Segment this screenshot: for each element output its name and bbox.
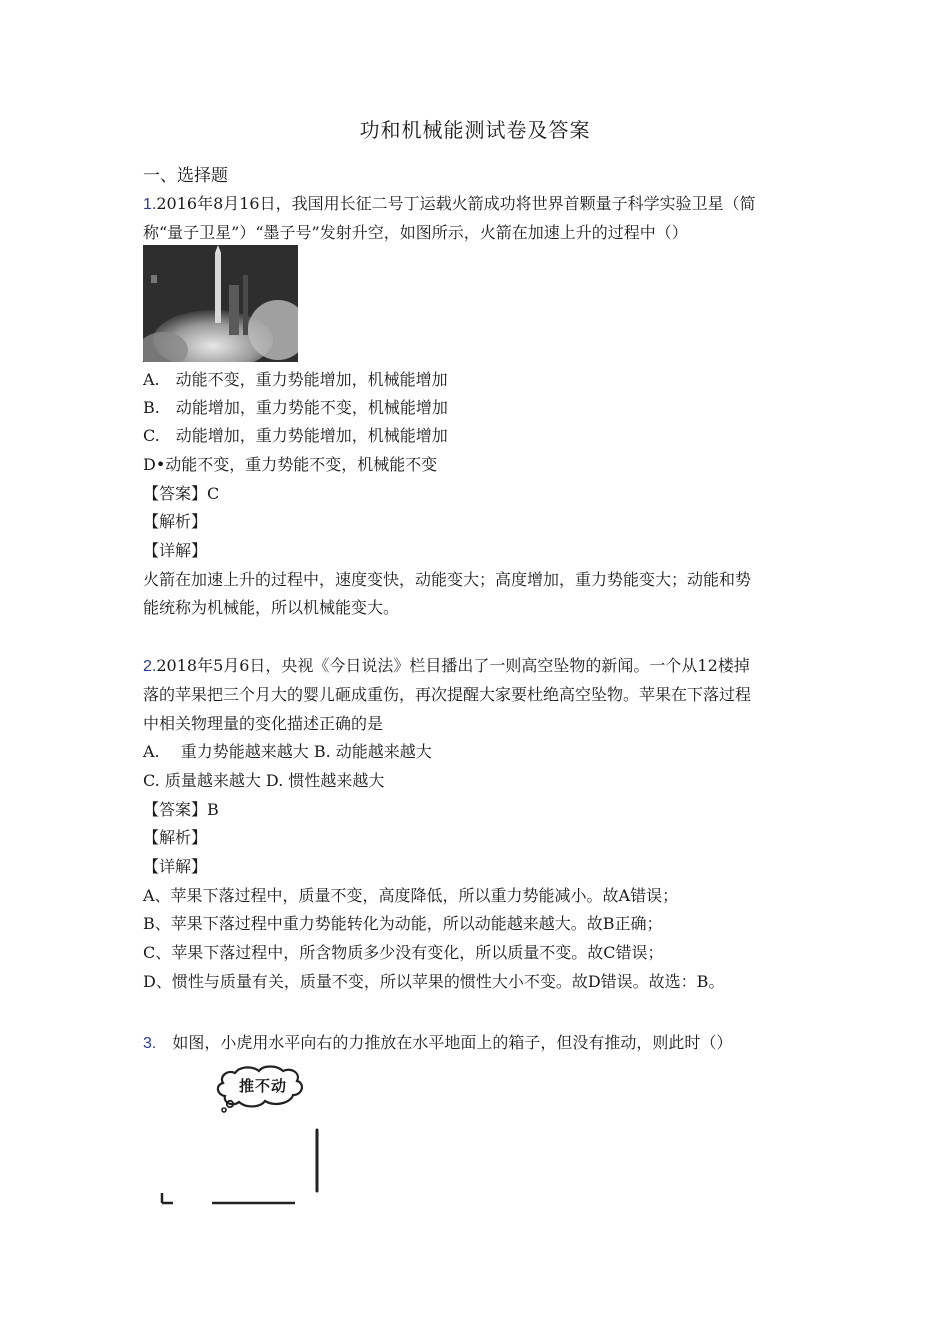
question-1-explanation-1: 火箭在加速上升的过程中，速度变快，动能变大；高度增加，重力势能变大；动能和势 xyxy=(143,570,752,589)
question-1-text-1: 2016年8月16日，我国用长征二号丁运载火箭成功将世界首颗量子科学实验卫星（简 xyxy=(156,194,756,213)
question-1-option-d: D•动能不变，重力势能不变，机械能不变 xyxy=(143,455,438,474)
question-1-number: 1. xyxy=(143,196,157,213)
question-3-line-1 xyxy=(143,1032,732,1055)
question-1-line-1 xyxy=(143,193,756,216)
question-1-option-a: A. 动能不变，重力势能增加，机械能增加 xyxy=(143,370,448,389)
section-heading: 一、选择题 xyxy=(143,166,228,186)
question-2-detail: 【详解】 xyxy=(143,857,208,876)
question-2-explanation-d: D、惯性与质量有关，质量不变，所以苹果的惯性大小不变。故D错误。故选：B。 xyxy=(143,972,725,991)
question-2-analysis: 【解析】 xyxy=(143,828,208,847)
question-2-line-1 xyxy=(143,655,750,678)
question-2-options-ab: A. 重力势能越来越大 B. 动能越来越大 xyxy=(143,742,432,761)
question-2-answer: 【答案】B xyxy=(143,800,219,819)
question-1-option-c: C. 动能增加，重力势能增加，机械能增加 xyxy=(143,426,448,445)
question-2-explanation-b: B、苹果下落过程中重力势能转化为动能，所以动能越来越大。故B正确； xyxy=(143,914,663,933)
speech-bubble-text: 推不动 xyxy=(239,1077,288,1095)
question-2-number: 2. xyxy=(143,658,157,675)
question-3-text: 如图，小虎用水平向右的力推放在水平地面上的箱子，但没有推动，则此时（） xyxy=(156,1033,733,1052)
question-1-analysis: 【解析】 xyxy=(143,512,208,531)
question-1-answer: 【答案】C xyxy=(143,484,220,503)
question-1-detail: 【详解】 xyxy=(143,541,208,560)
question-1-line-2: 称“量子卫星”）“墨子号”发射升空，如图所示，火箭在加速上升的过程中（） xyxy=(143,223,688,242)
question-2-explanation-a: A、苹果下落过程中，质量不变，高度降低，所以重力势能减小。故A错误； xyxy=(143,886,679,905)
document-title: 功和机械能测试卷及答案 xyxy=(359,118,591,142)
question-1-option-b: B. 动能增加，重力势能不变，机械能增加 xyxy=(143,398,448,417)
push-box-illustration xyxy=(157,1063,332,1213)
question-2-options-cd: C. 质量越来越大 D. 惯性越来越大 xyxy=(143,771,385,790)
question-2-text-1: 2018年5月6日，央视《今日说法》栏目播出了一则高空坠物的新闻。一个从12楼掉 xyxy=(156,656,750,675)
question-2-explanation-c: C、苹果下落过程中，所含物质多少没有变化，所以质量不变。故C错误； xyxy=(143,943,664,962)
question-2-line-3: 中相关物理量的变化描述正确的是 xyxy=(143,714,384,733)
rocket-launch-photo xyxy=(143,245,298,362)
question-3-number: 3. xyxy=(143,1035,157,1052)
question-2-line-2: 落的苹果把三个月大的婴儿砸成重伤，再次提醒大家要杜绝高空坠物。苹果在下落过程 xyxy=(143,685,752,704)
question-1-explanation-2: 能统称为机械能，所以机械能变大。 xyxy=(143,598,400,617)
